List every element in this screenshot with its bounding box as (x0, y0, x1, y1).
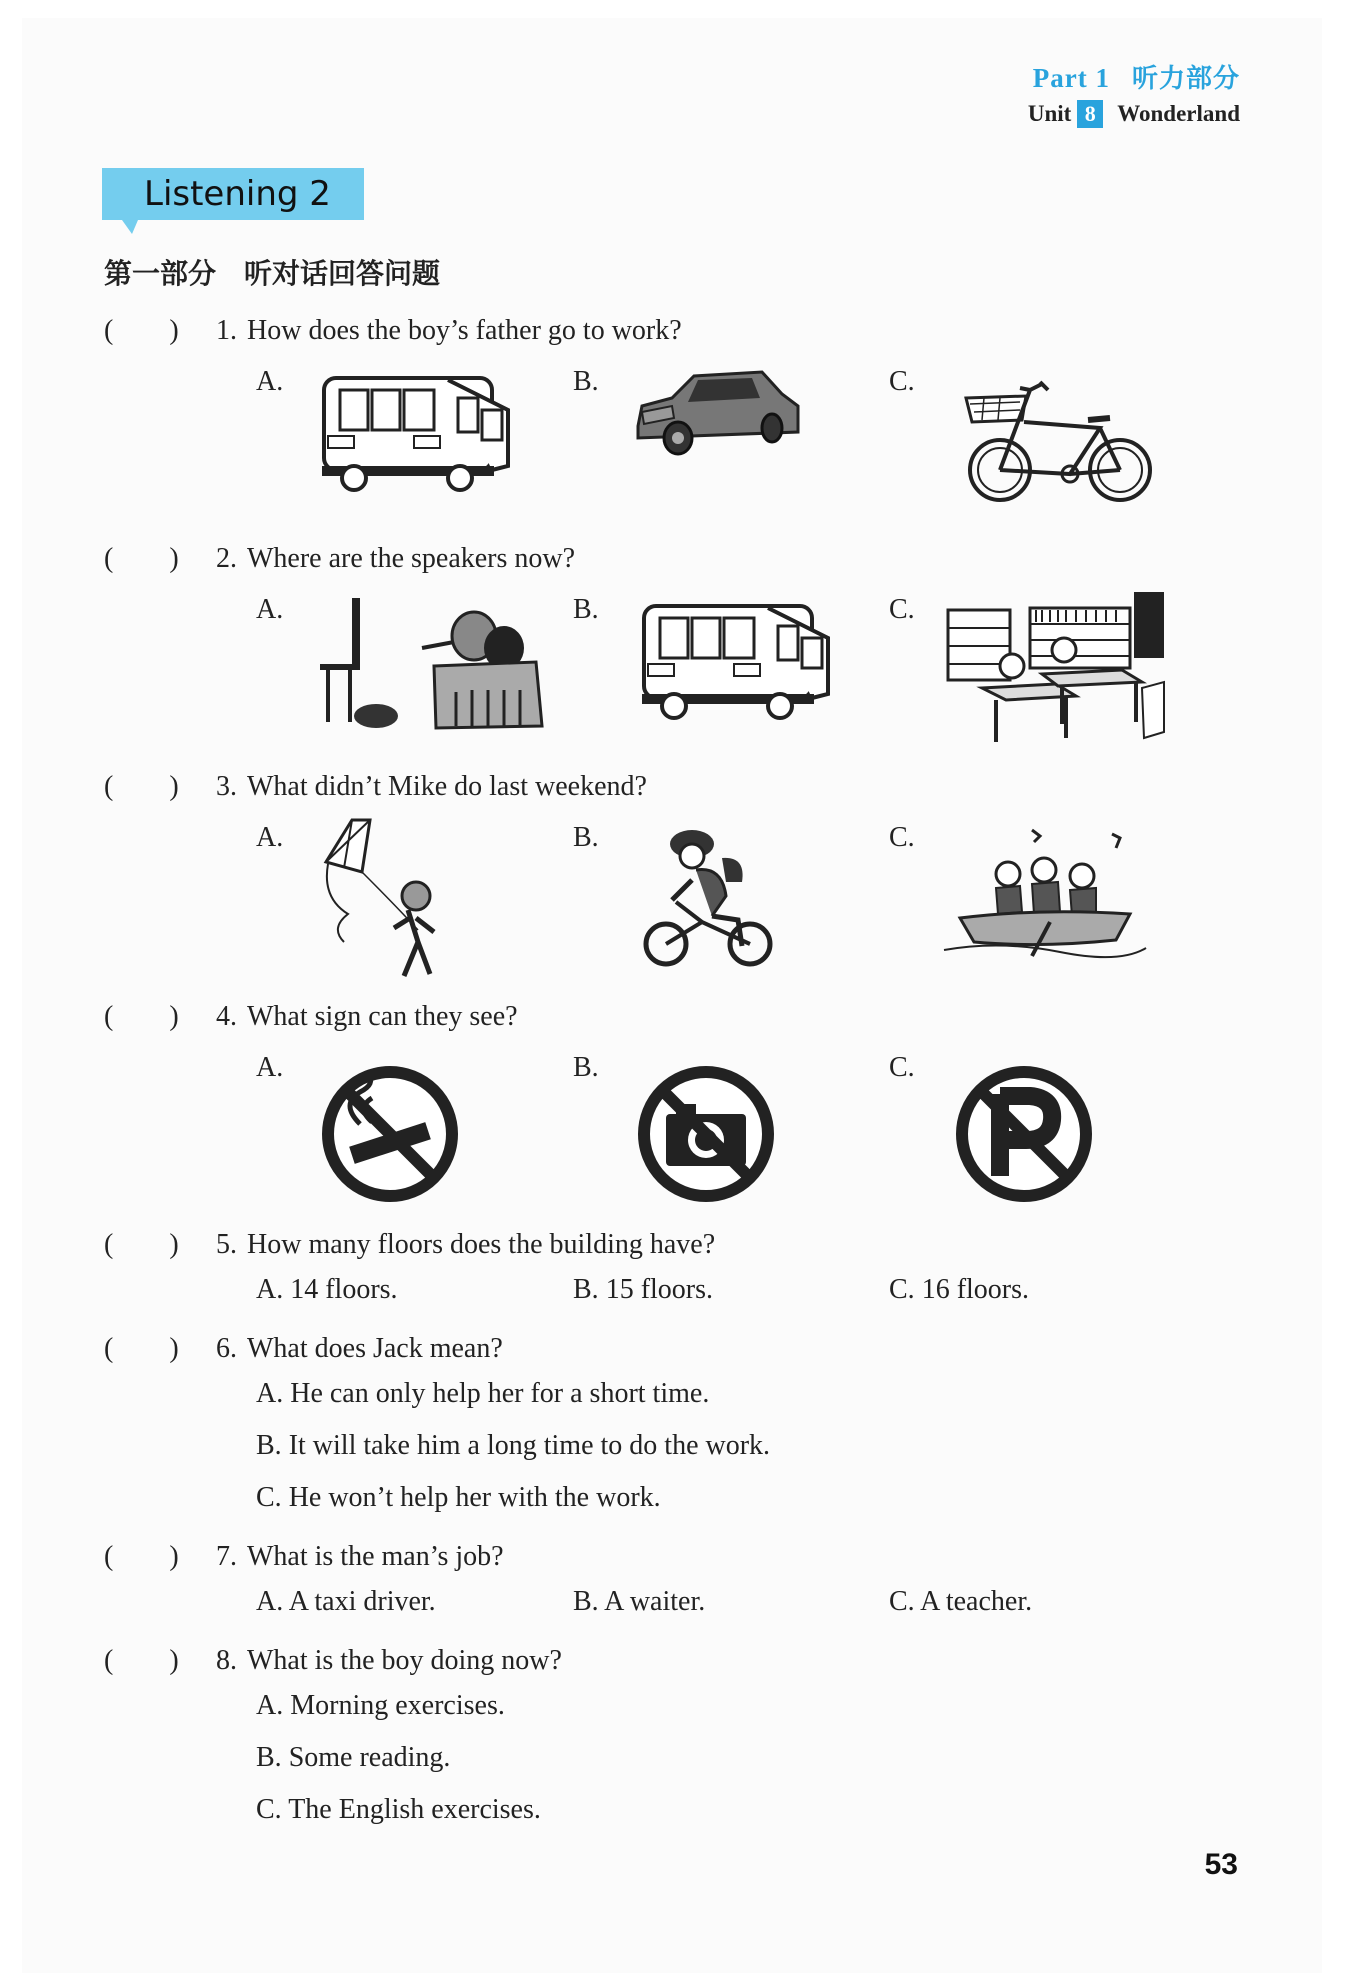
boating-icon[interactable] (940, 822, 1148, 964)
question-8 (104, 1638, 562, 1678)
option-label: A. (256, 1586, 284, 1617)
option-label: B. (573, 366, 599, 397)
option-b[interactable] (256, 1742, 450, 1774)
option-text: 15 floors. (605, 1274, 714, 1305)
part-label: Part 1 (1032, 63, 1110, 93)
option-c[interactable] (889, 1586, 1032, 1618)
question-number: 1. (216, 315, 237, 346)
question-number: 8. (216, 1645, 237, 1676)
option-c[interactable] (256, 1482, 661, 1514)
option-text: Morning exercises. (290, 1690, 505, 1721)
question-number: 3. (216, 771, 237, 802)
option-label: A. (256, 1378, 284, 1409)
option-text: It will take him a long time to do the work. (288, 1430, 771, 1461)
option-a[interactable] (256, 1378, 709, 1410)
option-a[interactable] (256, 1274, 398, 1306)
question-1 (104, 308, 682, 348)
option-text: He can only help her for a short time. (290, 1378, 710, 1409)
option-text: The English exercises. (288, 1794, 541, 1825)
option-label: B. (573, 1586, 599, 1617)
no-parking-sign-icon[interactable] (954, 1064, 1094, 1204)
bus-icon[interactable] (638, 598, 834, 724)
option-label: B. (573, 1274, 599, 1305)
part-header (1033, 58, 1240, 95)
option-label: B. (256, 1430, 282, 1461)
option-c[interactable] (889, 1274, 1029, 1306)
no-photo-sign-icon[interactable] (636, 1064, 776, 1204)
question-3 (104, 764, 647, 804)
kite-flying-icon[interactable] (308, 818, 458, 986)
question-number: 2. (216, 543, 237, 574)
question-number: 7. (216, 1541, 237, 1572)
no-smoking-sign-icon[interactable] (320, 1064, 460, 1204)
question-text: What is the boy doing now? (247, 1645, 562, 1676)
question-text: What didn’t Mike do last weekend? (247, 771, 647, 802)
question-text: What is the man’s job? (247, 1541, 504, 1572)
answer-blank[interactable]: ( ) (104, 543, 179, 574)
option-label: A. (256, 594, 284, 625)
answer-blank[interactable]: ( ) (104, 1001, 179, 1032)
question-text: How many floors does the building have? (247, 1229, 716, 1260)
answer-blank[interactable]: ( ) (104, 1541, 179, 1572)
question-number: 6. (216, 1333, 237, 1364)
option-label: C. (889, 822, 915, 853)
answer-blank[interactable]: ( ) (104, 315, 179, 346)
option-text: 14 floors. (290, 1274, 398, 1305)
option-text: He won’t help her with the work. (288, 1482, 661, 1513)
option-label: B. (573, 1052, 599, 1083)
option-label: A. (256, 1052, 284, 1083)
option-text: Some reading. (288, 1742, 451, 1773)
bus-icon[interactable] (318, 370, 514, 496)
unit-number: 8 (1077, 100, 1103, 128)
answer-blank[interactable]: ( ) (104, 771, 179, 802)
question-6 (104, 1326, 503, 1366)
answer-blank[interactable]: ( ) (104, 1645, 179, 1676)
option-a[interactable] (256, 1690, 505, 1722)
question-7 (104, 1534, 504, 1574)
question-text: What does Jack mean? (247, 1333, 503, 1364)
unit-header (1028, 100, 1240, 128)
car-icon[interactable] (632, 366, 804, 462)
option-label: B. (573, 594, 599, 625)
option-label: B. (256, 1742, 282, 1773)
answer-blank[interactable]: ( ) (104, 1333, 179, 1364)
option-label: C. (889, 1586, 915, 1617)
unit-label: Unit (1027, 101, 1072, 126)
question-text: How does the boy’s father go to work? (247, 315, 682, 346)
cycling-icon[interactable] (642, 826, 774, 968)
question-2 (104, 536, 575, 576)
answer-blank[interactable]: ( ) (104, 1229, 179, 1260)
section-title: 第一部分 听对话回答问题 (104, 257, 441, 290)
option-c[interactable] (256, 1794, 541, 1826)
option-label: A. (256, 822, 284, 853)
option-text: A taxi driver. (288, 1586, 436, 1617)
option-text: 16 floors. (921, 1274, 1030, 1305)
question-number: 5. (216, 1229, 237, 1260)
option-label: B. (573, 822, 599, 853)
option-text: A teacher. (920, 1586, 1033, 1617)
option-label: C. (889, 1052, 915, 1083)
question-number: 4. (216, 1001, 237, 1032)
question-5 (104, 1222, 715, 1262)
option-b[interactable] (573, 1586, 705, 1618)
part-cn-label: 听力部分 (1131, 64, 1240, 94)
option-b[interactable] (256, 1430, 770, 1462)
cinema-scene-icon[interactable] (306, 596, 546, 730)
banner-title: Listening 2 (144, 174, 331, 214)
question-text: What sign can they see? (247, 1001, 518, 1032)
option-label: A. (256, 1690, 284, 1721)
option-label: C. (256, 1794, 282, 1825)
option-label: C. (889, 1274, 915, 1305)
option-label: C. (256, 1482, 282, 1513)
option-label: A. (256, 1274, 284, 1305)
option-text: A waiter. (604, 1586, 706, 1617)
option-a[interactable] (256, 1586, 436, 1618)
option-label: C. (889, 594, 915, 625)
unit-title: Wonderland (1117, 101, 1240, 126)
library-scene-icon[interactable] (946, 592, 1166, 752)
page-number: 53 (1204, 1848, 1238, 1881)
option-label: A. (256, 366, 284, 397)
option-label: C. (889, 366, 915, 397)
question-text: Where are the speakers now? (247, 543, 576, 574)
listening-banner (102, 168, 364, 220)
bicycle-icon[interactable] (960, 370, 1160, 510)
option-b[interactable] (573, 1274, 713, 1306)
question-4 (104, 994, 518, 1034)
